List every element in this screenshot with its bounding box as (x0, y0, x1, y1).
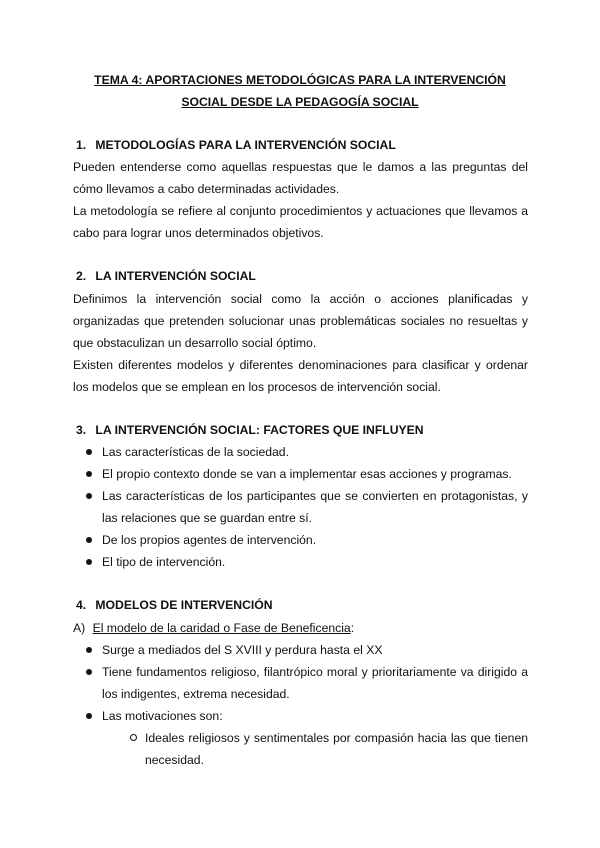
section-4-bullet-2-line-2: los indigentes, extrema necesidad. (102, 687, 290, 701)
section-4-title: MODELOS DE INTERVENCIÓN (95, 598, 273, 612)
subsection-a (73, 617, 354, 639)
bullet-icon (86, 647, 92, 653)
document-title-line-1: TEMA 4: APORTACIONES METODOLÓGICAS PARA LA INTERVENCIÓN (94, 73, 506, 87)
bullet-icon (86, 559, 92, 565)
section-1-heading (76, 134, 396, 156)
section-4-bullet-2-line-1: Tiene fundamentos religioso, filantrópico moral y prioritariamente va dirigido a (102, 665, 528, 679)
subsection-a-title: El modelo de la caridad o Fase de Beneficencia (92, 621, 351, 635)
bullet-icon (86, 493, 92, 499)
section-4-bullet-3: Las motivaciones son: (102, 709, 223, 723)
section-3-heading (76, 419, 424, 441)
section-3-bullet-5: El tipo de intervención. (102, 555, 226, 569)
hollow-bullet-icon (130, 734, 137, 741)
section-4-subbullet-1-line-1: Ideales religiosos y sentimentales por compasión hacia las que tienen (145, 731, 528, 745)
bullet-icon (86, 669, 92, 675)
section-3-bullet-3-line-1: Las características de los participantes que se convierten en protagonistas, y (102, 489, 528, 503)
section-1-paragraph-1: Pueden entenderse como aquellas respuestas que le damos a las preguntas del cómo llevamos a cabo determinadas actividades. (73, 160, 528, 196)
section-2-paragraph-2: Existen diferentes modelos y diferentes denominaciones para clasificar y ordenar los modelos que se emplean en los procesos de intervención social. (73, 358, 528, 394)
section-1-paragraph-2: La metodología se refiere al conjunto procedimientos y actuaciones que llevamos a cabo para lograr unos determinados objetivos. (73, 204, 528, 240)
section-3-bullet-1: Las características de la sociedad. (102, 445, 289, 459)
section-3-title: LA INTERVENCIÓN SOCIAL: FACTORES QUE INFLUYEN (95, 423, 424, 437)
section-4-heading (76, 594, 273, 616)
subsection-a-label: A) (73, 621, 86, 635)
bullet-icon (86, 537, 92, 543)
bullet-icon (86, 713, 92, 719)
section-2-number: 2. (76, 269, 87, 283)
document-title-line-2: SOCIAL DESDE LA PEDAGOGÍA SOCIAL (181, 95, 419, 109)
bullet-icon (86, 471, 92, 477)
section-3-bullet-4: De los propios agentes de intervención. (102, 533, 317, 547)
subsection-a-colon: : (350, 621, 355, 635)
section-1-number: 1. (76, 138, 87, 152)
section-4-number: 4. (76, 598, 87, 612)
section-2-paragraph-1: Definimos la intervención social como la acción o acciones planificadas y organizadas que pretenden solucionar unas problemáticas sociales no resueltas y que obstaculizan un desarrollo social óptimo. (73, 292, 528, 350)
section-4-bullet-1: Surge a mediados del S XVIII y perdura hasta el XX (102, 643, 383, 657)
section-3-number: 3. (76, 423, 87, 437)
section-1-title: METODOLOGÍAS PARA LA INTERVENCIÓN SOCIAL (95, 138, 396, 152)
section-3-bullet-3-line-2: las relaciones que se guardan entre sí. (102, 511, 313, 525)
section-3-bullet-2: El propio contexto donde se van a implementar esas acciones y programas. (102, 467, 512, 481)
bullet-icon (86, 449, 92, 455)
section-2-title: LA INTERVENCIÓN SOCIAL (95, 269, 256, 283)
section-2-heading (76, 265, 256, 287)
section-4-subbullet-1-line-2: necesidad. (145, 753, 204, 767)
